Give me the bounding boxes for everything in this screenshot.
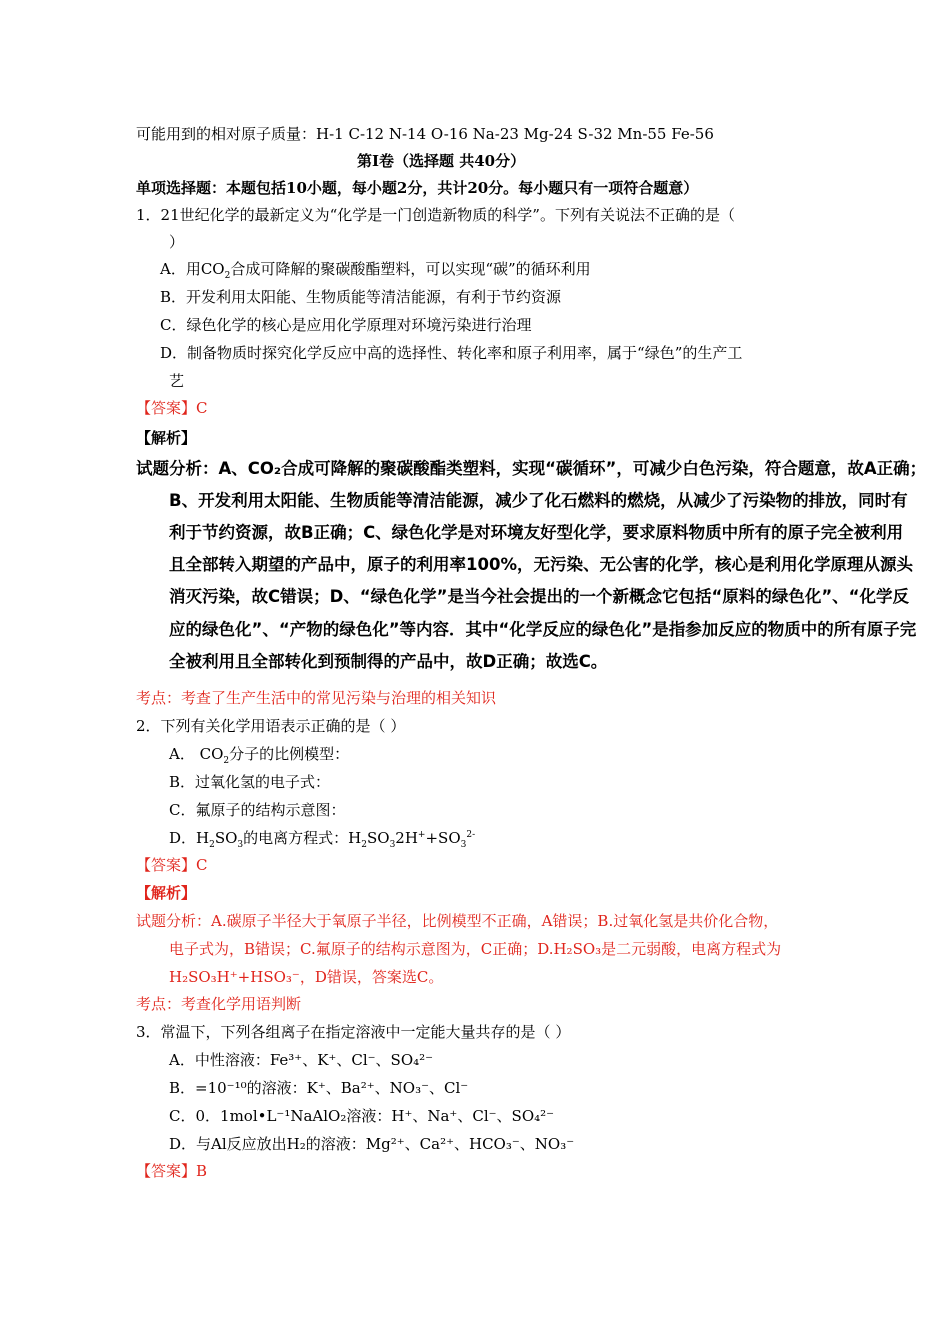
q1-kaodian: 考点：考查了生产生活中的常见污染与治理的相关知识 — [136, 689, 497, 707]
q1-stem-cont: ） — [169, 233, 185, 251]
q1-stem: 1．21世纪化学的最新定义为“化学是一门创造新物质的科学”。下列有关说法不正确的是（ — [136, 206, 735, 224]
q3-stem: 3．常温下，下列各组离子在指定溶液中一定能大量共存的是（ ） — [136, 1023, 571, 1041]
answer-value: C — [196, 856, 208, 874]
q2-stem: 2．下列有关化学用语表示正确的是（ ） — [136, 717, 406, 735]
q1-analysis-label: 【解析】 — [136, 429, 197, 447]
q2-analysis-line: H₂SO₃H⁺+HSO₃⁻，D错误，答案选C。 — [169, 968, 444, 986]
q2-option-a: A． $CO_2$分子的比例模型： — [169, 745, 350, 766]
q1-analysis-line: 全被利用且全部转化到预制得的产品中，故D正确；故选C。 — [169, 652, 608, 671]
q1-analysis-line: 消灭污染，故C错误；D、“绿色化学”是当今社会提出的一个新概念它包括“原料的绿色化”、“化学反 — [169, 587, 910, 606]
q1-option-a: A．用$CO_2$合成可降解的聚碳酸酯塑料，可以实现“碳”的循环利用 — [160, 260, 591, 281]
q1-option-c: C．绿色化学的核心是应用化学原理对环境污染进行治理 — [160, 316, 532, 334]
section-instruction: 单项选择题：本题包括10小题，每小题2分，共计20分。每小题只有一项符合题意） — [136, 179, 699, 197]
q2-kaodian: 考点：考查化学用语判断 — [136, 995, 302, 1013]
q1-option-d-cont: 艺 — [169, 372, 185, 390]
answer-label: 【答案】 — [136, 399, 197, 417]
atomic-mass-line: 可能用到的相对原子质量：H-1 C-12 N-14 O-16 Na-23 Mg-24 S-32 Mn-55 Fe-56 — [136, 125, 714, 143]
q1-analysis-line: 利于节约资源，故B正确；C、绿色化学是对环境友好型化学，要求原料物质中所有的原子完全被利用 — [169, 523, 904, 542]
q3-answer — [136, 1161, 207, 1181]
q2-answer — [136, 855, 208, 875]
q2-option-d: D．$H_2SO_3$的电离方程式：$H_2SO_32H^++SO_3^{2-}$ — [169, 829, 476, 850]
q1-analysis-line: 试题分析：A、CO₂合成可降解的聚碳酸酯类塑料，实现“碳循环”，可减少白色污染，符合题意，故A正确； — [136, 459, 927, 478]
q1-analysis-line: B、开发利用太阳能、生物质能等清洁能源，减少了化石燃料的燃烧，从减少了污染物的排放，同时有 — [169, 491, 908, 510]
q1-option-b: B．开发利用太阳能、生物质能等清洁能源，有利于节约资源 — [160, 288, 562, 306]
q1-option-d: D．制备物质时探究化学反应中高的选择性、转化率和原子利用率，属于“绿色”的生产工 — [160, 344, 743, 362]
q2-analysis-label: 【解析】 — [136, 884, 197, 902]
volume-title: 第I卷（选择题 共40分） — [357, 152, 526, 170]
q3-option-a: A．中性溶液：Fe³⁺、K⁺、Cl⁻、SO₄²⁻ — [169, 1051, 434, 1069]
q2-option-c: C．氟原子的结构示意图： — [169, 801, 346, 819]
answer-label: 【答案】 — [136, 1162, 197, 1180]
answer-value: B — [196, 1162, 208, 1180]
q3-option-d: D．与Al反应放出H₂的溶液：Mg²⁺、Ca²⁺、HCO₃⁻、NO₃⁻ — [169, 1135, 575, 1153]
q1-analysis-line: 应的绿色化”、“产物的绿色化”等内容．其中“化学反应的绿色化”是指参加反应的物质中的所有原子完 — [169, 620, 917, 639]
q2-analysis-line: 电子式为，B错误；C.氟原子的结构示意图为，C正确；D.H₂SO₃是二元弱酸，电离方程式为 — [169, 940, 782, 958]
q1-analysis-line: 且全部转入期望的产品中，原子的利用率100%，无污染、无公害的化学，核心是利用化学原理从源头 — [169, 555, 913, 574]
answer-label: 【答案】 — [136, 856, 197, 874]
q3-option-c: C．0．1mol•L⁻¹NaAlO₂溶液：H⁺、Na⁺、Cl⁻、SO₄²⁻ — [169, 1107, 555, 1125]
q2-option-b: B．过氧化氢的电子式： — [169, 773, 331, 791]
q2-analysis-line: 试题分析：A.碳原子半径大于氧原子半径，比例模型不正确，A错误；B.过氧化氢是共价化合物， — [136, 912, 779, 930]
q3-option-b: B．=10⁻¹⁰的溶液：K⁺、Ba²⁺、NO₃⁻、Cl⁻ — [169, 1079, 469, 1097]
q1-answer — [136, 398, 208, 418]
answer-value: C — [196, 399, 208, 417]
